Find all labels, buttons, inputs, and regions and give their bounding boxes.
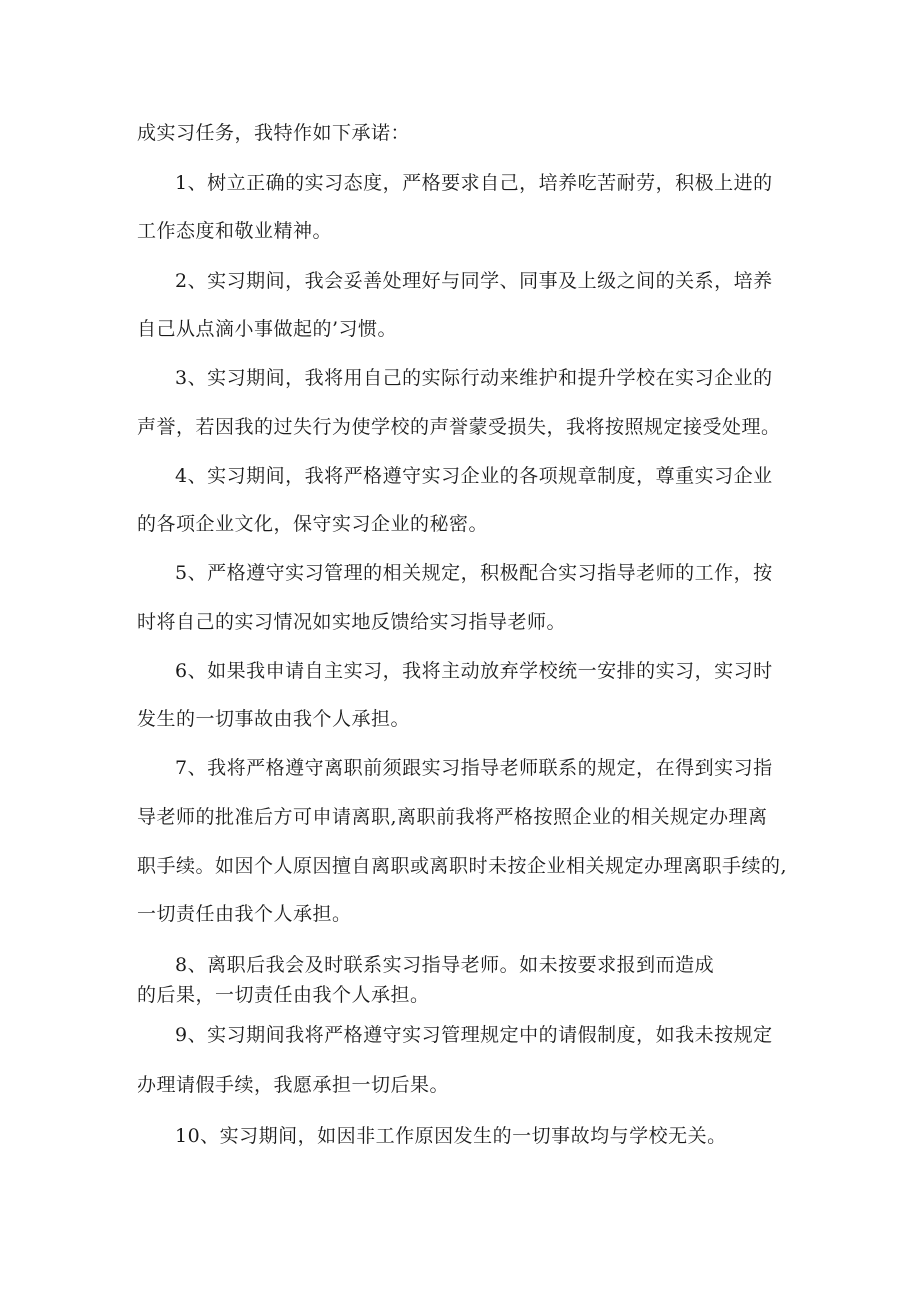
- item-7-line-4: 一切责任由我个人承担。: [137, 903, 352, 925]
- item-8-line-2: 的后果，一切责任由我个人承担。: [137, 984, 430, 1006]
- item-1-line-1: 1、树立正确的实习态度，严格要求自己，培养吃苦耐劳，积极上进的: [175, 172, 773, 194]
- item-1-line-2: 工作态度和敬业精神。: [137, 220, 333, 242]
- item-3-line-1: 3、实习期间，我将用自己的实际行动来维护和提升学校在实习企业的: [175, 367, 773, 389]
- item-5-line-1: 5、严格遵守实习管理的相关规定，积极配合实习指导老师的工作，按: [175, 562, 773, 584]
- item-6-line-2: 发生的一切事故由我个人承担。: [137, 708, 411, 730]
- intro-line: 成实习任务，我特作如下承诺：: [137, 122, 411, 144]
- item-10-line-1: 10、实习期间，如因非工作原因发生的一切事故均与学校无关。: [175, 1125, 727, 1147]
- item-8-line-1: 8、离职后我会及时联系实习指导老师。如未按要求报到而造成: [175, 954, 715, 976]
- item-5-line-2: 时将自己的实习情况如实地反馈给实习指导老师。: [137, 611, 567, 633]
- item-9-line-2: 办理请假手续，我愿承担一切后果。: [137, 1074, 450, 1096]
- item-6-line-1: 6、如果我申请自主实习，我将主动放弃学校统一安排的实习，实习时: [175, 660, 773, 682]
- item-4-line-2: 的各项企业文化，保守实习企业的秘密。: [137, 513, 489, 535]
- item-9-line-1: 9、实习期间我将严格遵守实习管理规定中的请假制度，如我未按规定: [175, 1024, 773, 1046]
- item-4-line-1: 4、实习期间，我将严格遵守实习企业的各项规章制度，尊重实习企业: [175, 465, 773, 487]
- item-2-line-1: 2、实习期间，我会妥善处理好与同学、同事及上级之间的关系，培养: [175, 270, 773, 292]
- item-2-line-2: 自己从点滴小事做起的’习惯。: [137, 318, 398, 340]
- item-3-line-2: 声誉，若因我的过失行为使学校的声誉蒙受损失，我将按照规定接受处理。: [137, 416, 781, 438]
- item-7-line-3: 职手续。如因个人原因擅自离职或离职时未按企业相关规定办理离职手续的,: [137, 855, 788, 877]
- item-7-line-2: 导老师的批准后方可申请离职,离职前我将严格按照企业的相关规定办理离: [137, 806, 768, 828]
- item-7-line-1: 7、我将严格遵守离职前须跟实习指导老师联系的规定，在得到实习指: [175, 757, 773, 779]
